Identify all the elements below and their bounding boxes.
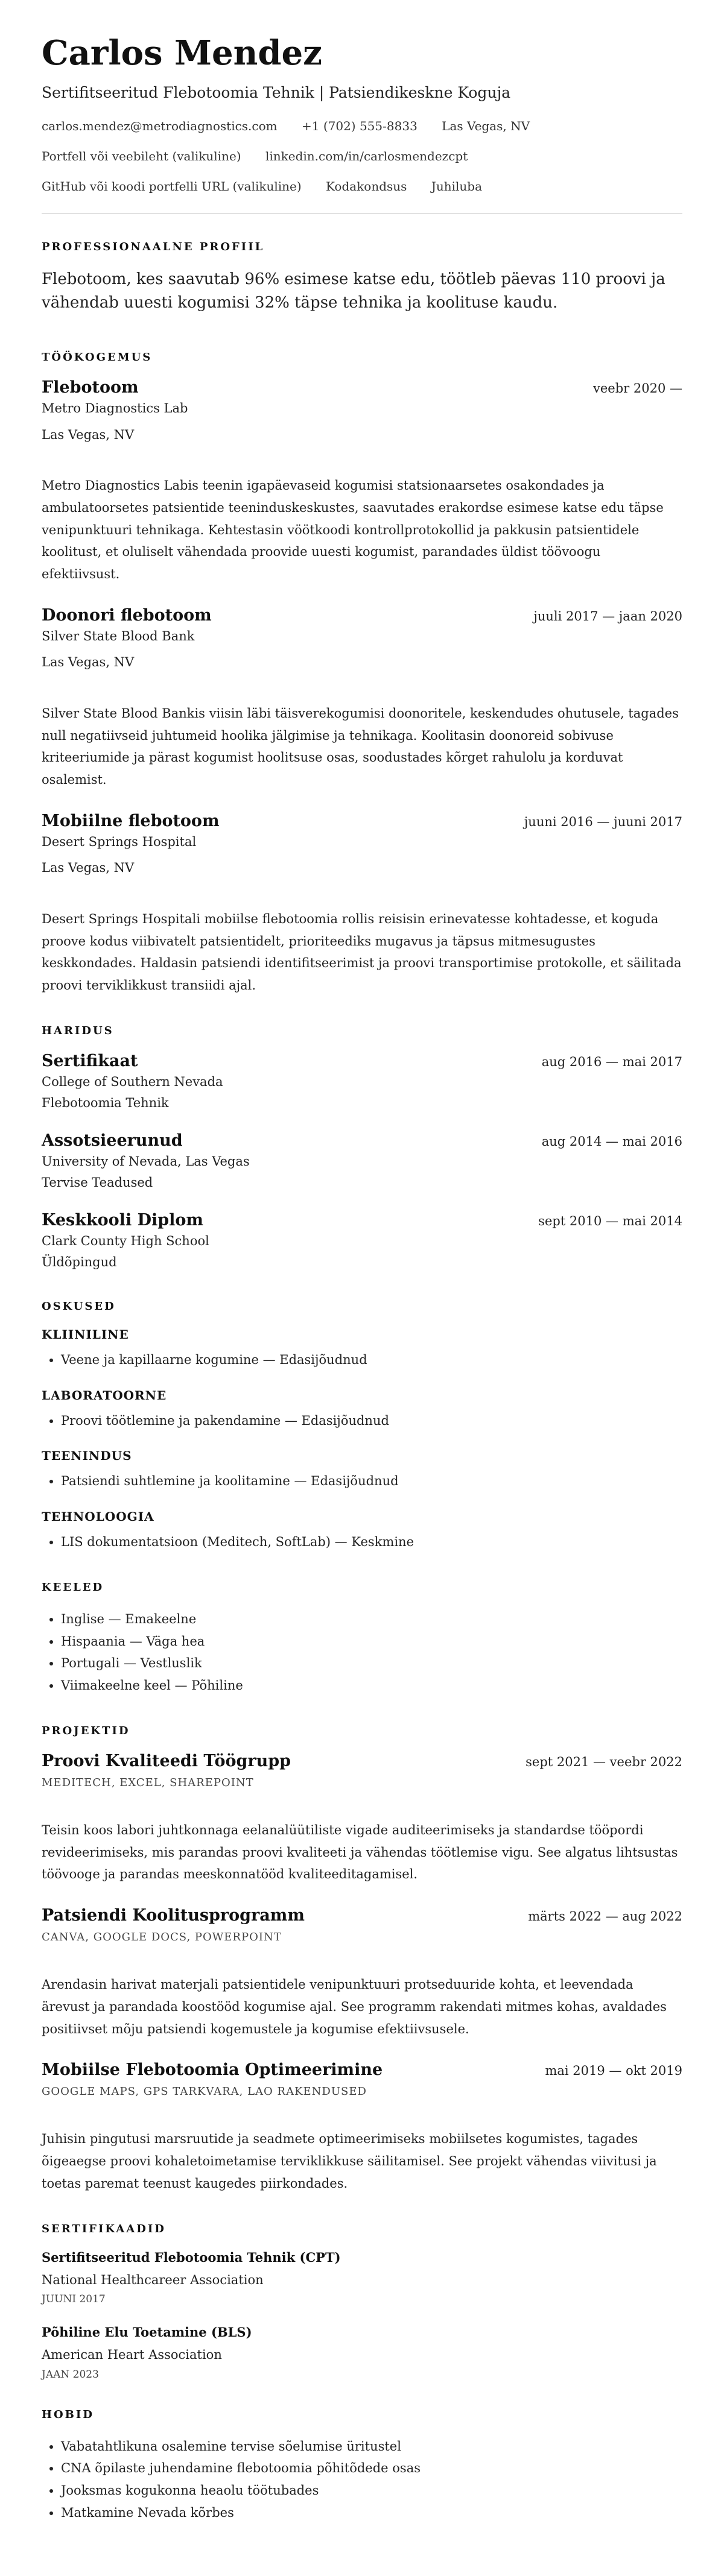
portfolio-link[interactable]: Portfell või veebileht (valikuline) xyxy=(42,149,241,164)
degree-title: Sertifikaat xyxy=(42,1051,138,1070)
experience-entry xyxy=(42,378,682,586)
job-title: Doonori flebotoom xyxy=(42,605,212,625)
certification-date: JUUNI 2017 xyxy=(42,2293,106,2306)
hobby-item: • Matkamine Nevada kõrbes xyxy=(61,2502,682,2524)
skill-category-title: TEHNOLOOGIA xyxy=(42,1509,154,1524)
certifications-section xyxy=(42,2223,682,2381)
skill-item: • LIS dokumentatsioon (Meditech, SoftLab) — Keskmine xyxy=(61,1531,682,1553)
job-location: Las Vegas, NV xyxy=(42,860,135,876)
location-text: Las Vegas, NV xyxy=(442,119,530,134)
school-name: Clark County High School xyxy=(42,1233,209,1248)
project-dates: sept 2021 — veebr 2022 xyxy=(526,1754,682,1769)
section-title-skills: OSKUSED xyxy=(42,1299,116,1313)
section-title-projects: PROJEKTID xyxy=(42,1724,130,1737)
language-item: • Viimakeelne keel — Põhiline xyxy=(61,1675,682,1697)
language-list xyxy=(42,1608,682,1697)
skill-category-title: TEENINDUS xyxy=(42,1448,132,1463)
language-item: • Inglise — Emakeelne xyxy=(61,1608,682,1631)
job-title: Mobiilne flebotoom xyxy=(42,811,220,830)
project-entry xyxy=(42,1906,682,2040)
driving-license-text: Juhiluba xyxy=(431,179,482,194)
experience-entry xyxy=(42,606,682,791)
skill-list xyxy=(42,1349,682,1371)
github-link[interactable]: GitHub või koodi portfelli URL (valikuline) xyxy=(42,179,302,194)
skill-item: • Patsiendi suhtlemine ja koolitamine — Edasijõudnud xyxy=(61,1470,682,1492)
section-title-languages: KEELED xyxy=(42,1580,104,1594)
study-field: Tervise Teadused xyxy=(42,1175,153,1190)
certification-date: JAAN 2023 xyxy=(42,2368,99,2381)
profile-summary: Flebotoom, kes saavutab 96% esimese katse edu, töötleb päevas 110 proovi ja vähendab uuesti kogumisi 32% täpse tehnika ja koolituse kaudu. xyxy=(42,270,665,312)
skill-category-title: KLIINILINE xyxy=(42,1327,129,1342)
linkedin-link[interactable]: linkedin.com/in/carlosmendezcpt xyxy=(265,149,468,164)
section-title-education: HARIDUS xyxy=(42,1024,114,1037)
project-dates: mai 2019 — okt 2019 xyxy=(545,2063,682,2079)
experience-entry xyxy=(42,812,682,997)
project-description: Arendasin harivat materjali patsientidele venipunktuuri protseduuride kohta, et leevendada ärevust ja parandada koostööd kogumise ajal. See programm rakendati mitmes kohas, avaldades positiivset mõju patsiendi kogemustele ja kogumise efektiivsusele. xyxy=(42,1977,667,2036)
education-dates: aug 2016 — mai 2017 xyxy=(541,1054,682,1069)
job-description: Metro Diagnostics Labis teenin igapäevaseid kogumisi statsionaarsetes osakondades ja ambulatoorsetes patsientide teeninduskeskustes, saavutades erakordse esimese katse edu täpse venipunktuuri tehnikaga. Kehtestasin vöötkoodi kontrollprotokollid ja pakkusin patsientidele koolitust, et oluliselt vähendada proovide uuesti kogumist, parandades üldist töövoogu efektiivsust. xyxy=(42,478,664,582)
degree-title: Keskkooli Diplom xyxy=(42,1210,203,1230)
employer-name: Silver State Blood Bank xyxy=(42,628,195,643)
job-description: Silver State Blood Bankis viisin läbi täisverekogumisi doonoritele, keskendudes ohutusele, tagades null negatiivseid juhtumeid hoolika jälgimise ja tehnikaga. Koolitasin doonoreid sobivuse kriteeriumide ja pärast kogumist hoolitsuse osas, soodustades kõrget rahulolu ja korduvat osalemist. xyxy=(42,706,679,788)
project-tech: GOOGLE MAPS, GPS TARKVARA, LAO RAKENDUSED xyxy=(42,2085,367,2098)
education-entry xyxy=(42,1052,682,1113)
profile-section xyxy=(42,241,682,315)
education-dates: aug 2014 — mai 2016 xyxy=(541,1134,682,1149)
language-item: • Hispaania — Väga hea xyxy=(61,1631,682,1653)
language-item: • Portugali — Vestluslik xyxy=(61,1652,682,1675)
header-divider xyxy=(42,213,682,214)
skill-category-title: LABORATOORNE xyxy=(42,1387,167,1403)
contact-row-2 xyxy=(42,148,682,164)
phone-text: +1 (702) 555-8833 xyxy=(301,119,418,134)
degree-title: Assotsieerunud xyxy=(42,1131,183,1150)
section-title-profile: PROFESSIONAALNE PROFIIL xyxy=(42,241,265,254)
job-dates: veebr 2020 — xyxy=(593,381,682,396)
project-tech: MEDITECH, EXCEL, SHAREPOINT xyxy=(42,1776,254,1789)
candidate-name: Carlos Mendez xyxy=(42,33,322,73)
school-name: College of Southern Nevada xyxy=(42,1074,223,1089)
project-description: Teisin koos labori juhtkonnaga eelanalüütiliste vigade auditeerimiseks ja standardse tööpordi revideerimiseks, mis parandas proovi kvaliteeti ja vähendas töötlemise vigu. See algatus lihtsustas töövooge ja parandas meeskonnatööd kvaliteeditagamisel. xyxy=(42,1822,678,1882)
certification-name: Sertifitseeritud Flebotoomia Tehnik (CPT) xyxy=(42,2249,341,2265)
hobby-list xyxy=(42,2436,682,2524)
education-entry xyxy=(42,1211,682,1272)
hobby-item: • Jooksmas kogukonna heaolu töötubades xyxy=(61,2480,682,2502)
skill-list xyxy=(42,1470,682,1492)
citizenship-text: Kodakondsus xyxy=(326,179,407,194)
study-field: Flebotoomia Tehnik xyxy=(42,1096,169,1111)
languages-section xyxy=(42,1581,682,1697)
project-entry xyxy=(42,1752,682,1886)
email-link[interactable]: carlos.mendez@metrodiagnostics.com xyxy=(42,119,278,134)
employer-name: Metro Diagnostics Lab xyxy=(42,401,188,416)
study-field: Üldõpingud xyxy=(42,1255,117,1270)
job-dates: juuni 2016 — juuni 2017 xyxy=(524,814,682,829)
skill-item: • Proovi töötlemine ja pakendamine — Edasijõudnud xyxy=(61,1410,682,1432)
job-dates: juuli 2017 — jaan 2020 xyxy=(533,608,682,623)
hobby-item: • CNA õpilaste juhendamine flebotoomia põhitõdede osas xyxy=(61,2457,682,2480)
section-title-certifications: SERTIFIKAADID xyxy=(42,2222,166,2235)
certification-entry xyxy=(42,2325,682,2381)
education-section xyxy=(42,1024,682,1272)
hobby-item: • Vabatahtlikuna osalemine tervise sõelumise üritustel xyxy=(61,2436,682,2458)
certification-issuer: National Healthcareer Association xyxy=(42,2272,264,2287)
certification-entry xyxy=(42,2250,682,2306)
project-title: Patsiendi Koolitusprogramm xyxy=(42,1906,305,1925)
school-name: University of Nevada, Las Vegas xyxy=(42,1154,250,1169)
resume-header xyxy=(42,35,682,194)
job-title: Flebotoom xyxy=(42,378,139,397)
project-title: Mobiilse Flebotoomia Optimeerimine xyxy=(42,2060,383,2080)
education-entry xyxy=(42,1131,682,1193)
projects-section xyxy=(42,1725,682,2195)
project-description: Juhisin pingutusi marsruutide ja seadmete optimeerimiseks mobiilsetes kogumistes, tagades õigeaegse proovi kohaletoimetamise terviklikkuse säilitamisel. See projekt vähendas viivitusi ja toetas paremat teenust kaugedes piirkondades. xyxy=(42,2132,657,2191)
candidate-subtitle: Sertifitseeritud Flebotoomia Tehnik | Patsiendikeskne Koguja xyxy=(42,83,511,101)
employer-name: Desert Springs Hospital xyxy=(42,834,197,849)
experience-section xyxy=(42,351,682,997)
project-dates: märts 2022 — aug 2022 xyxy=(528,1909,682,1924)
project-title: Proovi Kvaliteedi Töögrupp xyxy=(42,1751,291,1770)
contact-row-1 xyxy=(42,118,682,134)
certification-name: Põhiline Elu Toetamine (BLS) xyxy=(42,2325,252,2340)
education-dates: sept 2010 — mai 2014 xyxy=(538,1213,682,1228)
skill-list xyxy=(42,1531,682,1553)
job-description: Desert Springs Hospitali mobiilse flebotoomia rollis reisisin erinevatesse kohtadesse, et koguda proove kodus viibivatelt patsientidelt, prioriteediks mugavus ja täpsus mitmesugustes keskkondades. Haldasin patsiendi identifitseerimist ja proovi transportimise protokolle, et säilitada proovi terviklikkust transiidi ajal. xyxy=(42,911,682,993)
skills-section xyxy=(42,1300,682,1553)
job-location: Las Vegas, NV xyxy=(42,655,135,670)
skill-item: • Veene ja kapillaarne kogumine — Edasijõudnud xyxy=(61,1349,682,1371)
section-title-hobbies: HOBID xyxy=(42,2408,94,2421)
job-location: Las Vegas, NV xyxy=(42,427,135,442)
certification-issuer: American Heart Association xyxy=(42,2347,222,2363)
project-tech: CANVA, GOOGLE DOCS, POWERPOINT xyxy=(42,1931,282,1944)
section-title-experience: TÖÖKOGEMUS xyxy=(42,351,153,364)
skill-list xyxy=(42,1410,682,1432)
hobbies-section xyxy=(42,2408,682,2524)
contact-row-3 xyxy=(42,178,682,194)
project-entry xyxy=(42,2060,682,2194)
